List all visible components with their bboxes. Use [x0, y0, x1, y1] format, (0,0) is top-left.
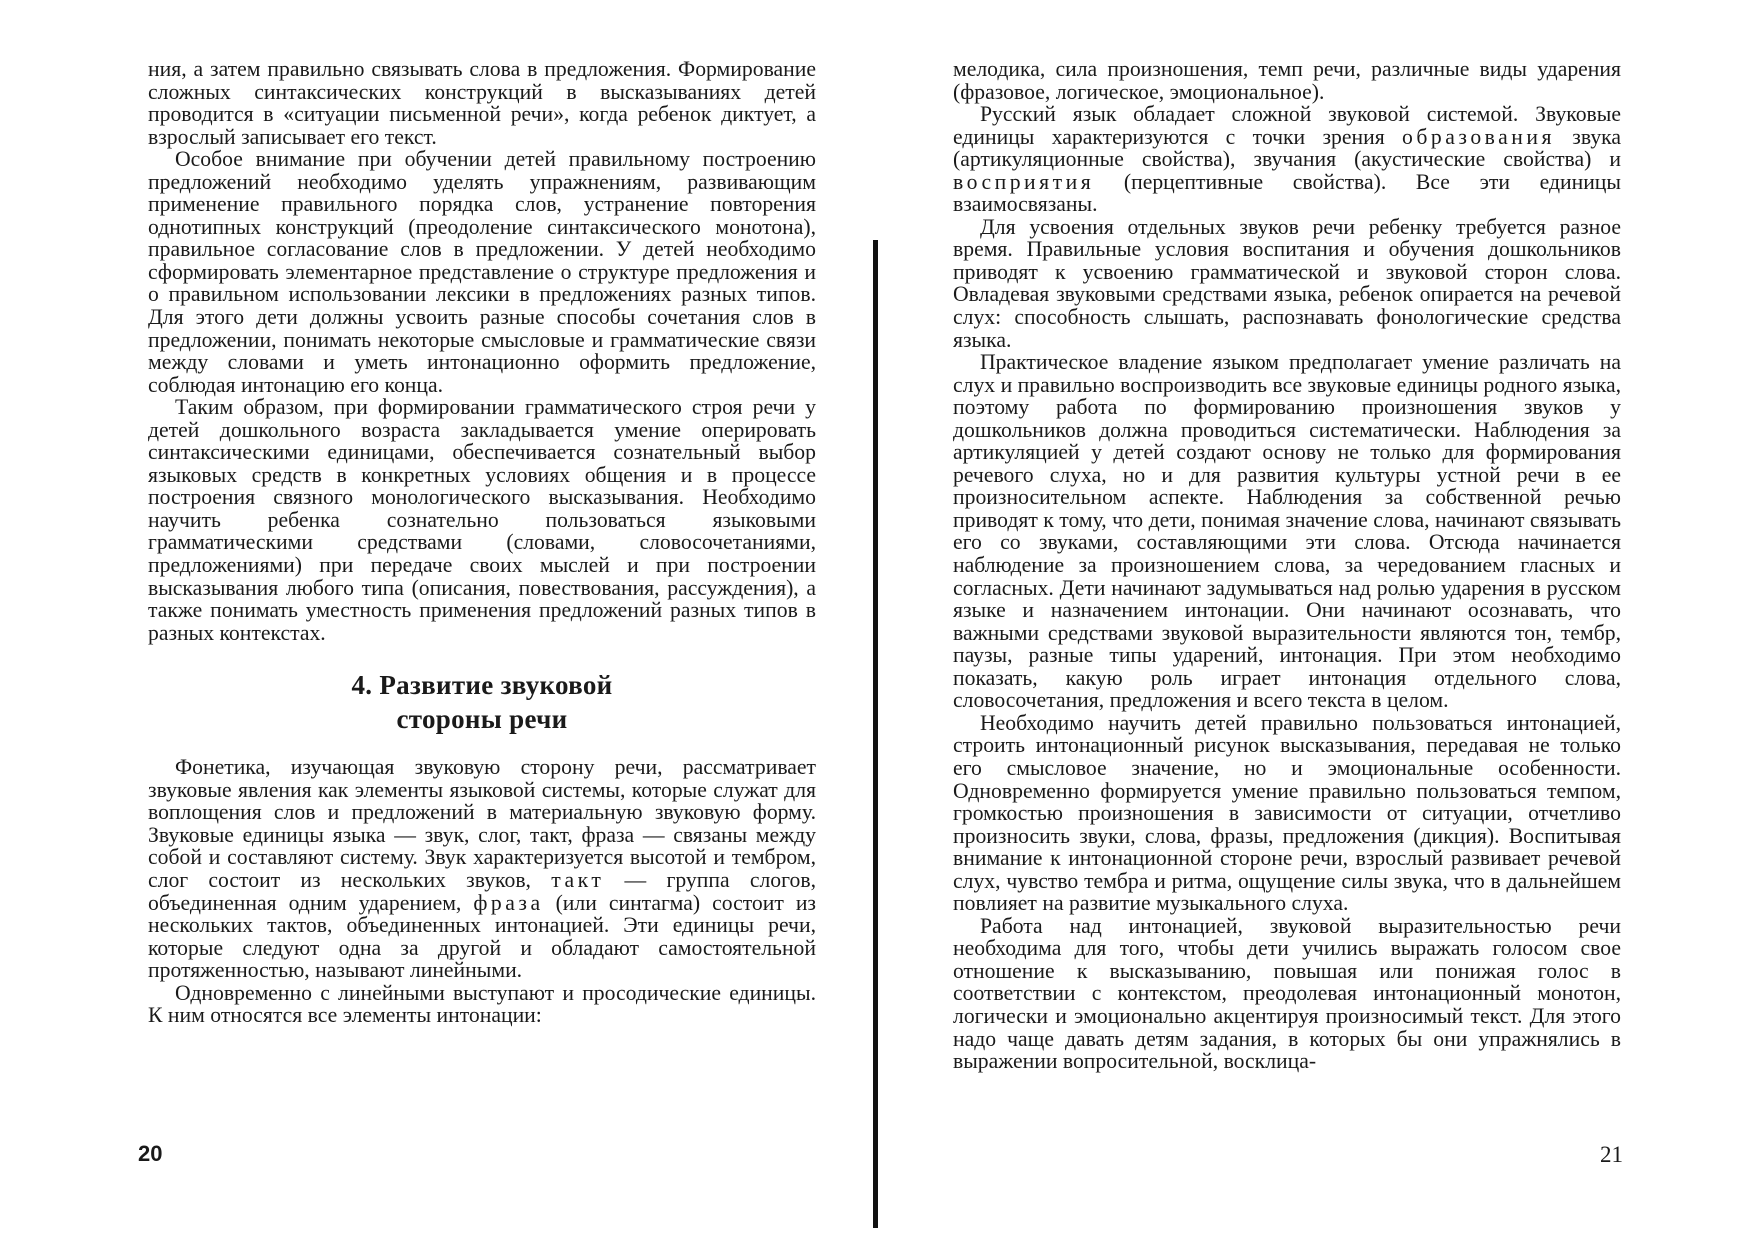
- paragraph: Работа над интонацией, звуковой выразительностью речи необходима для того, чтобы дети учились выражать голосом свое отношение к высказыванию, повышая или понижая голос в соответствии с контекстом, преодолевая интонационный монотон, логически и эмоционально акцентируя произносимый текст. Для этого надо чаще давать детям задания, в которых бы они упражнялись в выражении вопросительной, восклица-: [953, 913, 1621, 1074]
- text-run: — группа слогов, объединенная одним ударением,: [148, 867, 816, 915]
- paragraph: ния, а затем правильно связывать слова в предложения. Формирование сложных синтаксических конструкций в высказываниях детей проводится в «ситуации письменной речи», когда ребенок диктует, а взрослый записывает его текст.: [148, 57, 816, 149]
- left-page-text: [148, 58, 816, 644]
- text-run: Русский язык обладает сложной звуковой системой. Звуковые единицы характеризуются с точки зрения: [953, 102, 1621, 149]
- paragraph: [148, 756, 816, 981]
- paragraph: мелодика, сила произношения, темп речи, различные виды ударения (фразовое, логическое, эмоциональное).: [953, 57, 1621, 104]
- paragraph: Для усвоения отдельных звуков речи ребенку требуется разное время. Правильные условия воспитания и обучения дошкольников приводят к усвоению грамматической и звуковой сторон слова. Овладевая звуковыми средствами языка, ребенок опирается на речевой слух: способность слышать, распознавать фонологические средства языка.: [953, 214, 1621, 352]
- term-perception: восприятия: [953, 169, 1095, 194]
- term-phrase: фраза: [473, 890, 544, 915]
- paragraph: [953, 103, 1621, 216]
- paragraph: Необходимо научить детей правильно пользоваться интонацией, строить интонационный рисунок высказывания, передавая не только его смысловое значение, но и эмоциональные особенности. Одновременно формируется умение правильно пользоваться темпом, громкостью произношения в зависимости от ситуации, отчетливо произносить звуки, слова, фразы, предложения (дикция). Воспитывая внимание к интонационной стороне речи, взрослый развивает речевой слух, чувство тембра и ритма, ощущение силы звука, что в дальнейшем повлияет на развитие музыкального слуха.: [953, 710, 1621, 916]
- section-heading: [148, 668, 816, 736]
- paragraph: Таким образом, при формировании грамматического строя речи у детей дошкольного возраста закладывается умение оперировать синтаксическими единицами, обеспечивается сознательный выбор языковых средств в конкретных условиях общения и в процессе построения связного монологического высказывания. Необходимо научить ребенка сознательно пользоваться языковыми грамматическими средствами (словами, словосочетаниями, предложениями) при передаче своих мыслей и при построении высказывания любого типа (описания, повествования, рассуждения), а также понимать уместность применения предложений разных типов в разных контекстах.: [148, 395, 816, 645]
- term-formation: образования: [1402, 124, 1555, 149]
- text-run: (перцептивные свойства). Все эти единицы взаимосвязаны.: [953, 169, 1621, 217]
- text-run: звука (артикуляционные свойства), звучания (акустические свойства) и: [953, 124, 1622, 172]
- left-page-section-text: [148, 756, 816, 1027]
- left-page: [148, 58, 816, 1027]
- paragraph: Одновременно с линейными выступают и просодические единицы. К ним относятся все элементы интонации:: [148, 980, 816, 1028]
- right-page-text: [953, 58, 1621, 1073]
- section-heading-line: 4. Развитие звуковой: [351, 670, 613, 701]
- paragraph: Особое внимание при обучении детей правильному построению предложений необходимо уделять упражнениям, развивающим применение правильного порядка слов, устранение повторения однотипных конструкций (преодоление синтаксического монотона), правильное согласование слов в предложении. У детей необходимо сформировать элементарное представление о структуре предложения и о правильном использовании лексики в предложениях разных типов. Для этого дети должны усвоить разные способы сочетания слов в предложении, понимать некоторые смысловые и грамматические связи между словами и уметь интонационно оформить предложение, соблюдая интонацию его конца.: [148, 147, 816, 397]
- gutter-divider: [873, 240, 878, 1228]
- section-heading-line: стороны речи: [396, 704, 568, 735]
- text-run: (или синтагма) состоит из нескольких тактов, объединенных интонацией. Эти единицы речи, которые следуют одна за другой и обладают самостоятельной протяженностью, называют линейными.: [148, 890, 816, 983]
- paragraph: Практическое владение языком предполагает умение различать на слух и правильно воспроизводить все звуковые единицы родного языка, поэтому работа по формированию произношения звуков у дошкольников должна проводиться систематически. Наблюдения за артикуляцией у детей создают основу не только для формирования речевого слуха, но и для развития культуры устной речи в ее произносительном аспекте. Наблюдения за собственной речью приводят к тому, что дети, понимая значение слова, начинают связывать его со звуками, составляющими эти слова. Отсюда начинается наблюдение за произношением слова, за чередованием гласных и согласных. Дети начинают задумываться над ролью ударения в русском языке и назначением интонации. Они начинают осознавать, что важными средствами звуковой выразительности являются тон, тембр, паузы, разные типы ударений, интонация. При этом необходимо показать, какую роль играет интонация отдельного слова, словосочетания, предложения и всего текста в целом.: [953, 350, 1621, 713]
- text-run: Фонетика, изучающая звуковую сторону речи, рассматривает звуковые явления как элементы языковой системы, которые служат для воплощения слов и предложений в материальную звуковую форму. Звуковые единицы языка — звук, слог, такт, фраза — связаны между собой и составляют систему. Звук характеризуется высотой и тембром, слог состоит из нескольких звуков,: [148, 755, 816, 892]
- page-number-right: 21: [1600, 1142, 1623, 1167]
- term-tact: такт: [551, 867, 605, 892]
- right-page: [953, 58, 1621, 1073]
- page-number-left: 20: [138, 1141, 163, 1166]
